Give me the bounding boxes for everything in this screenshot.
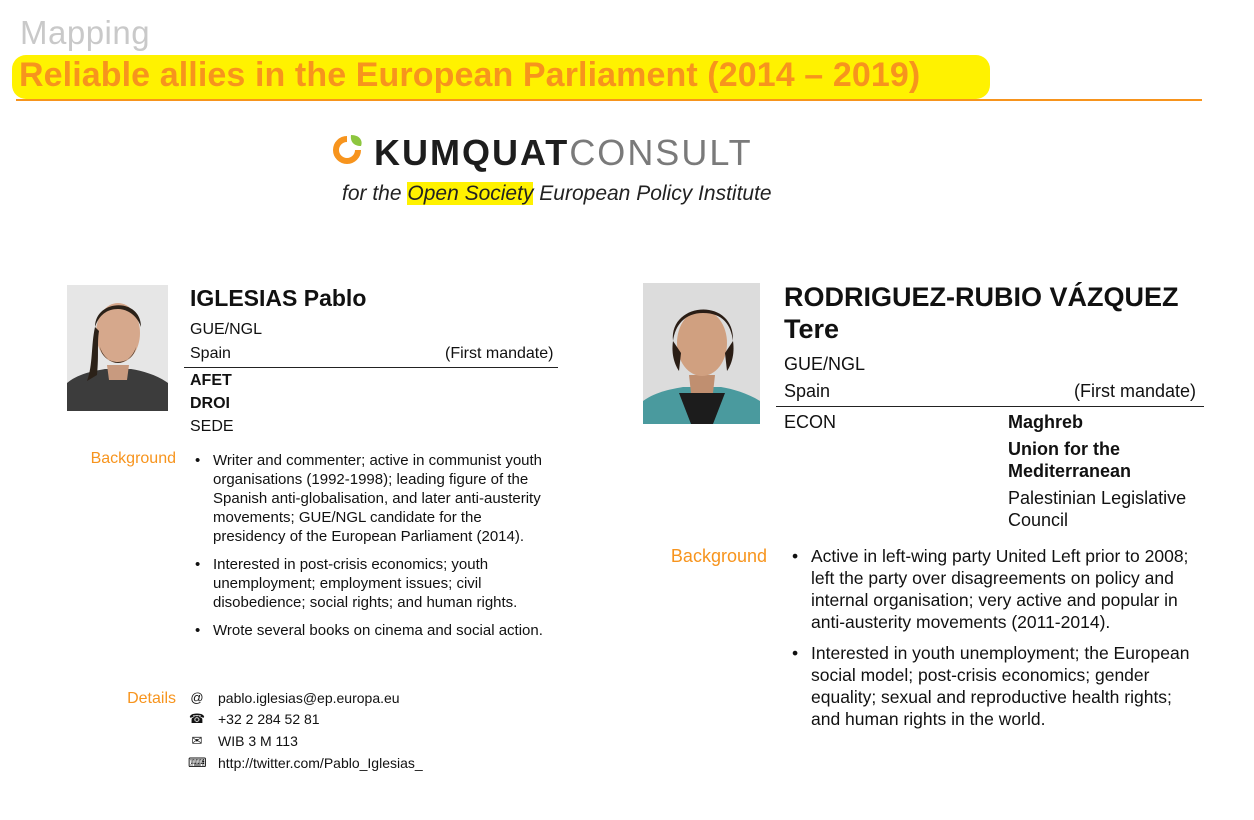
mep2-delegation: Maghreb (1008, 412, 1084, 432)
mep2-photo (643, 283, 760, 424)
page-title: Reliable allies in the European Parliament (2014 – 2019) (19, 56, 921, 94)
logo-subtitle (342, 182, 772, 206)
mep1-email[interactable]: pablo.iglesias@ep.europa.eu (218, 690, 400, 706)
list-item: • Wrote several books on cinema and social action. (193, 621, 553, 640)
logo-text-light: CONSULT (569, 132, 753, 173)
logo-text-bold: KUMQUAT (374, 132, 570, 173)
list-item: • Interested in youth unemployment; the European social model; post-crisis economics; gender equality; sexual and reproductive health rights; and human rights in the world. (792, 642, 1202, 730)
mep1-office: WIB 3 M 113 (218, 733, 298, 749)
subtitle-pre: for the (342, 182, 408, 205)
mep1-divider (184, 367, 558, 368)
logo-wordmark (374, 132, 753, 174)
phone-icon: ☎ (188, 711, 206, 726)
mep2-country: Spain (784, 381, 831, 401)
subtitle-highlight: Open Society (407, 182, 534, 205)
list-item: • Writer and commenter; active in communist youth organisations (1992-1998); leading figure of the Spanish anti-globalisation, and later anti-austerity movements; GUE/NGL candidate for the presidency of the European Parliament (2014). (193, 451, 553, 546)
mep1-committee: AFET (190, 372, 232, 389)
mep1-country: Spain (190, 345, 231, 362)
mep2-name-line2: Tere (784, 314, 840, 344)
mep1-committee: SEDE (190, 418, 234, 435)
kumquat-logo-icon (330, 133, 364, 167)
list-item: • Active in left-wing party United Left prior to 2008; left the party over disagreements on policy and internal organisation; very active and popular in anti-austerity movements (2011-2014). (792, 545, 1202, 633)
mep1-background-label: Background (90, 450, 176, 467)
mep2-group: GUE/NGL (784, 354, 866, 374)
mep2-delegation: Union for the Mediterranean (1008, 439, 1132, 481)
mep1-details-label: Details (127, 690, 176, 707)
keyboard-icon: ⌨ (188, 755, 207, 770)
title-divider (16, 99, 1202, 101)
mep1-twitter-link[interactable]: http://twitter.com/Pablo_Iglesias_ (218, 755, 423, 771)
mep2-committee: ECON (784, 412, 837, 432)
mep2-mandate: (First mandate) (1074, 381, 1197, 401)
at-icon: @ (190, 690, 204, 705)
mep2-background-label: Background (670, 546, 767, 566)
envelope-icon: ✉ (191, 733, 203, 748)
mep1-name: IGLESIAS Pablo (190, 285, 367, 311)
list-item: • Interested in post-crisis economics; youth unemployment; employment issues; civil disobedience; social rights; and human rights. (193, 555, 553, 612)
mep2-name: RODRIGUEZ-RUBIO VÁZQUEZ (784, 282, 1179, 312)
mep1-photo (67, 285, 168, 411)
subtitle-post: European Policy Institute (533, 182, 772, 205)
mep2-divider (776, 406, 1204, 407)
mep1-phone: +32 2 284 52 81 (218, 711, 320, 727)
mep2-background-list (792, 545, 1202, 739)
mep1-group: GUE/NGL (190, 321, 263, 338)
mep1-mandate: (First mandate) (445, 345, 554, 362)
page-kicker: Mapping (20, 14, 151, 51)
mep1-committee: DROI (190, 395, 230, 412)
mep2-delegation: Palestinian Legislative Council (1008, 488, 1187, 530)
mep1-background-list (193, 451, 553, 649)
